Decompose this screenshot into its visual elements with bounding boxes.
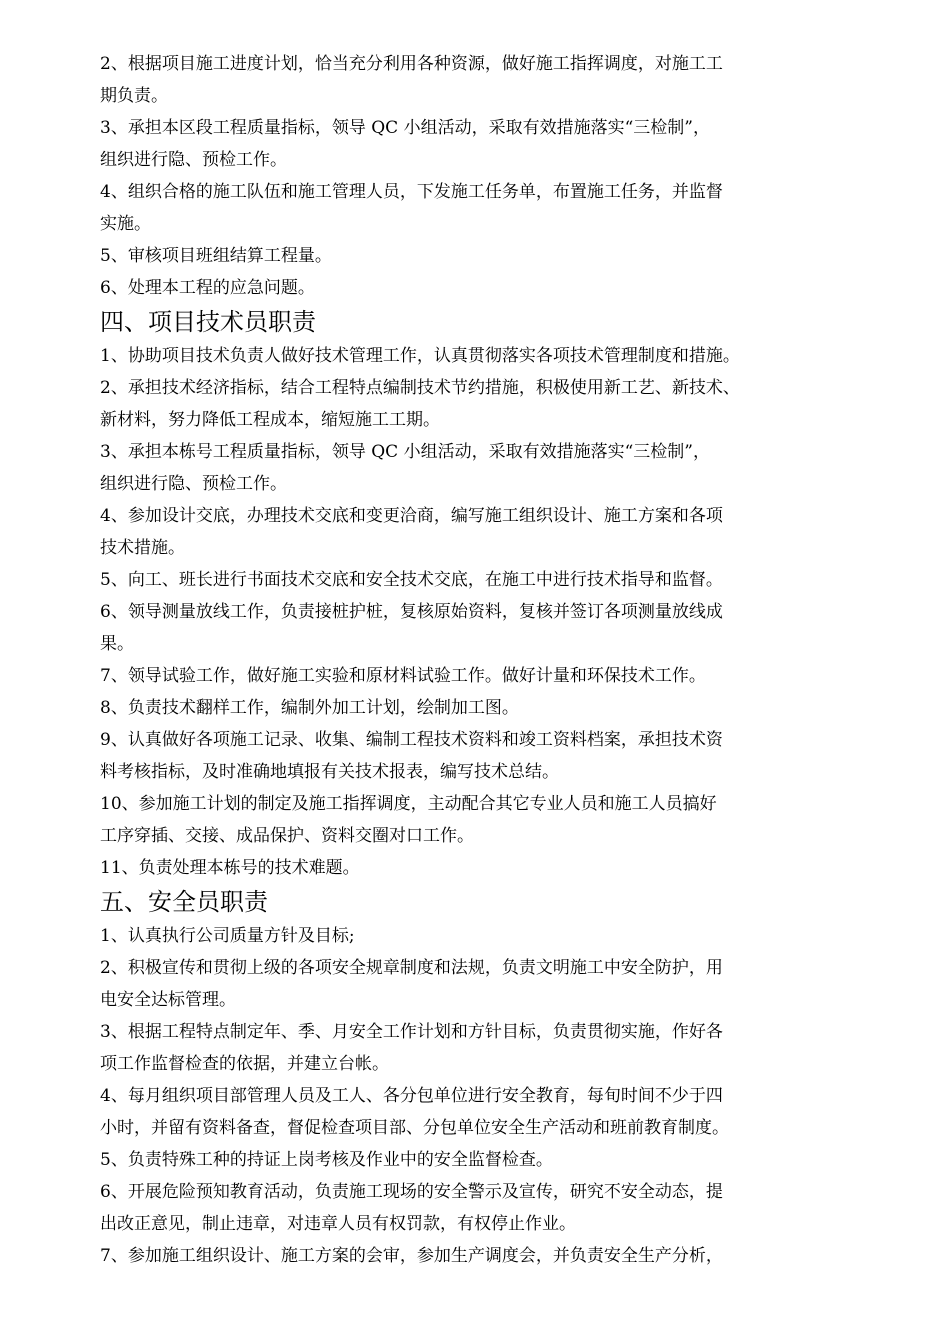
text-line: 4、参加设计交底，办理技术交底和变更洽商，编写施工组织设计、施工方案和各项	[100, 506, 723, 526]
text-line: 2、根据项目施工进度计划，恰当充分利用各种资源，做好施工指挥调度，对施工工	[100, 54, 723, 74]
text-line: 4、组织合格的施工队伍和施工管理人员，下发施工任务单，布置施工任务，并监督	[100, 182, 723, 202]
text-line: 期负责。	[100, 86, 168, 106]
text-line: 新材料，努力降低工程成本，缩短施工工期。	[100, 410, 440, 430]
text-line: 3、根据工程特点制定年、季、月安全工作计划和方针目标，负责贯彻实施，作好各	[100, 1022, 723, 1042]
text-line: 6、处理本工程的应急问题。	[100, 278, 315, 298]
text-line: 4、每月组织项目部管理人员及工人、各分包单位进行安全教育，每旬时间不少于四	[100, 1086, 723, 1106]
text-line: 11、负责处理本栋号的技术难题。	[100, 858, 360, 878]
document-body	[100, 48, 870, 1272]
text-line: 果。	[100, 634, 134, 654]
text-line: 6、领导测量放线工作，负责接桩护桩，复核原始资料，复核并签订各项测量放线成	[100, 602, 723, 622]
text-line: 技术措施。	[100, 538, 185, 558]
text-line: 工序穿插、交接、成品保护、资料交圈对口工作。	[100, 826, 474, 846]
text-line: 5、审核项目班组结算工程量。	[100, 246, 332, 266]
text-line: 电安全达标管理。	[100, 990, 236, 1010]
text-line: 组织进行隐、预检工作。	[100, 150, 287, 170]
text-line: 小时，并留有资料备查，督促检查项目部、分包单位安全生产活动和班前教育制度。	[100, 1118, 729, 1138]
text-line: 9、认真做好各项施工记录、收集、编制工程技术资料和竣工资料档案，承担技术资	[100, 730, 723, 750]
text-line: 3、承担本区段工程质量指标，领导 QC 小组活动，采取有效措施落实“三检制”，	[100, 118, 710, 138]
text-line: 1、协助项目技术负责人做好技术管理工作，认真贯彻落实各项技术管理制度和措施。	[100, 346, 740, 366]
text-line: 10、参加施工计划的制定及施工指挥调度，主动配合其它专业人员和施工人员搞好	[100, 794, 717, 814]
text-line: 2、承担技术经济指标，结合工程特点编制技术节约措施，积极使用新工艺、新技术、	[100, 378, 740, 398]
text-line: 料考核指标，及时准确地填报有关技术报表，编写技术总结。	[100, 762, 559, 782]
text-line: 出改正意见，制止违章，对违章人员有权罚款，有权停止作业。	[100, 1214, 576, 1234]
section-heading: 四、项目技术员职责	[100, 308, 316, 336]
text-line: 5、负责特殊工种的持证上岗考核及作业中的安全监督检查。	[100, 1150, 553, 1170]
text-line: 6、开展危险预知教育活动，负责施工现场的安全警示及宣传，研究不安全动态，提	[100, 1182, 723, 1202]
text-line: 7、领导试验工作，做好施工实验和原材料试验工作。做好计量和环保技术工作。	[100, 666, 706, 686]
text-line: 3、承担本栋号工程质量指标，领导 QC 小组活动，采取有效措施落实“三检制”，	[100, 442, 710, 462]
text-line: 5、向工、班长进行书面技术交底和安全技术交底，在施工中进行技术指导和监督。	[100, 570, 723, 590]
text-line: 实施。	[100, 214, 151, 234]
text-line: 组织进行隐、预检工作。	[100, 474, 287, 494]
text-line: 1、认真执行公司质量方针及目标;	[100, 926, 355, 946]
section-heading: 五、安全员职责	[100, 888, 268, 916]
text-line: 7、参加施工组织设计、施工方案的会审，参加生产调度会，并负责安全生产分析，	[100, 1246, 723, 1266]
text-line: 8、负责技术翻样工作，编制外加工计划，绘制加工图。	[100, 698, 519, 718]
text-line: 2、积极宣传和贯彻上级的各项安全规章制度和法规，负责文明施工中安全防护，用	[100, 958, 723, 978]
text-line: 项工作监督检查的依据，并建立台帐。	[100, 1054, 389, 1074]
